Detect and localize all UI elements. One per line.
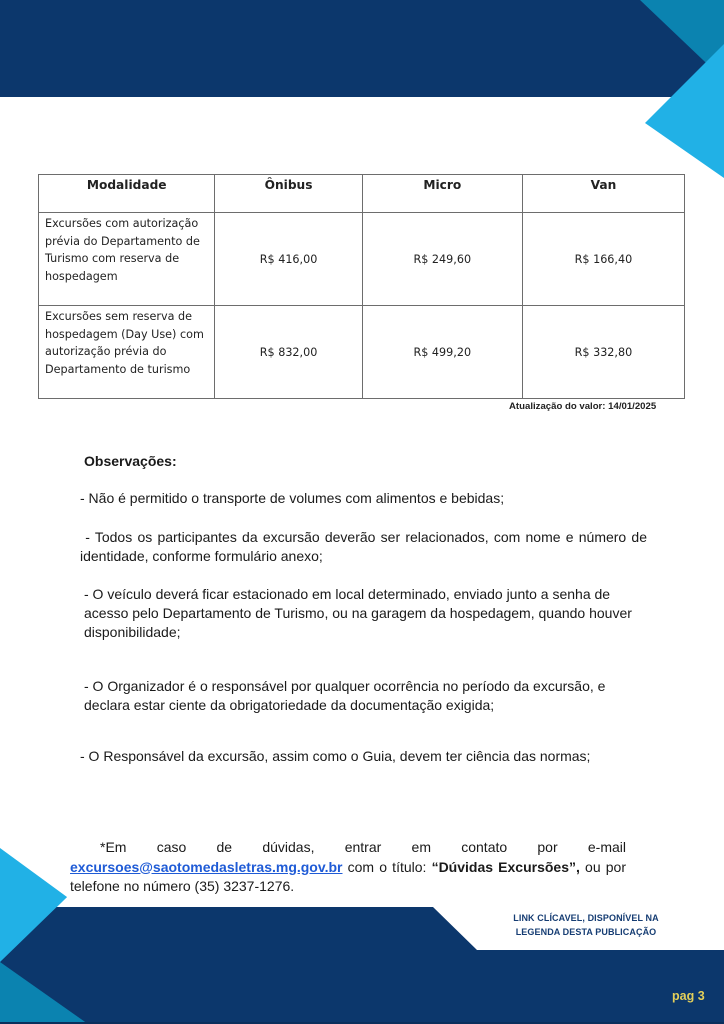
contact-phone-text: ou por telefone no número (35) 3237-1276. <box>70 858 626 894</box>
observation-item: - O veículo deverá ficar estacionado em local determinado, enviado junto a senha de acesso pelo Departamento de Turismo, ou na garagem da hospedagem, quando houver disponibilidade; <box>84 586 632 640</box>
observation-item: - O Organizador é o responsável por qualquer ocorrência no período da excursão, e declara estar ciente da obrigatoriedade da documentação exigida; <box>84 678 606 713</box>
cell-van-price: R$ 166,40 <box>522 213 684 306</box>
price-update-note: Atualização do valor: 14/01/2025 <box>509 401 657 412</box>
header-modalidade: Modalidade <box>39 175 215 213</box>
link-note-line: LINK CLÍCAVEL, DISPONÍVEL NA <box>513 913 659 923</box>
cell-micro-price: R$ 249,60 <box>362 213 522 306</box>
link-note <box>500 911 672 939</box>
email-subject: “Dúvidas Excursões”, <box>431 858 580 875</box>
price-table <box>38 174 685 399</box>
contact-intro: *Em caso de dúvidas, entrar em contato por e-mail <box>100 839 626 855</box>
cell-micro-price: R$ 499,20 <box>362 306 522 399</box>
table-row <box>39 213 685 306</box>
link-note-line: LEGENDA DESTA PUBLICAÇÃO <box>515 927 657 937</box>
cell-onibus-price: R$ 832,00 <box>215 306 362 399</box>
observations-title: Observações: <box>84 453 177 469</box>
cell-modalidade: Excursões com autorização prévia do Departamento de Turismo com reserva de hospedagem <box>39 213 215 306</box>
table-header-row <box>39 175 685 213</box>
header-onibus: Ônibus <box>215 175 362 213</box>
header-micro: Micro <box>362 175 522 213</box>
cell-onibus-price: R$ 416,00 <box>215 213 362 306</box>
page-number: pag 3 <box>672 989 705 1003</box>
observation-item: - O Responsável da excursão, assim como o Guia, devem ter ciência das normas; <box>80 748 591 764</box>
observation-item: - Não é permitido o transporte de volumes com alimentos e bebidas; <box>80 490 505 506</box>
cell-modalidade: Excursões sem reserva de hospedagem (Day Use) com autorização prévia do Departamento de turismo <box>39 306 215 399</box>
contact-paragraph <box>70 838 626 897</box>
email-link[interactable]: excursoes@saotomedasletras.mg.gov.br <box>70 858 343 875</box>
contact-mid: com o título: <box>342 858 432 875</box>
cell-van-price: R$ 332,80 <box>522 306 684 399</box>
header-van: Van <box>522 175 684 213</box>
light-blue-diamond-shape <box>645 44 724 178</box>
table-row <box>39 306 685 399</box>
observation-item: - Todos os participantes da excursão deverão ser relacionados, com nome e número de identidade, conforme formulário anexo; <box>80 529 651 564</box>
